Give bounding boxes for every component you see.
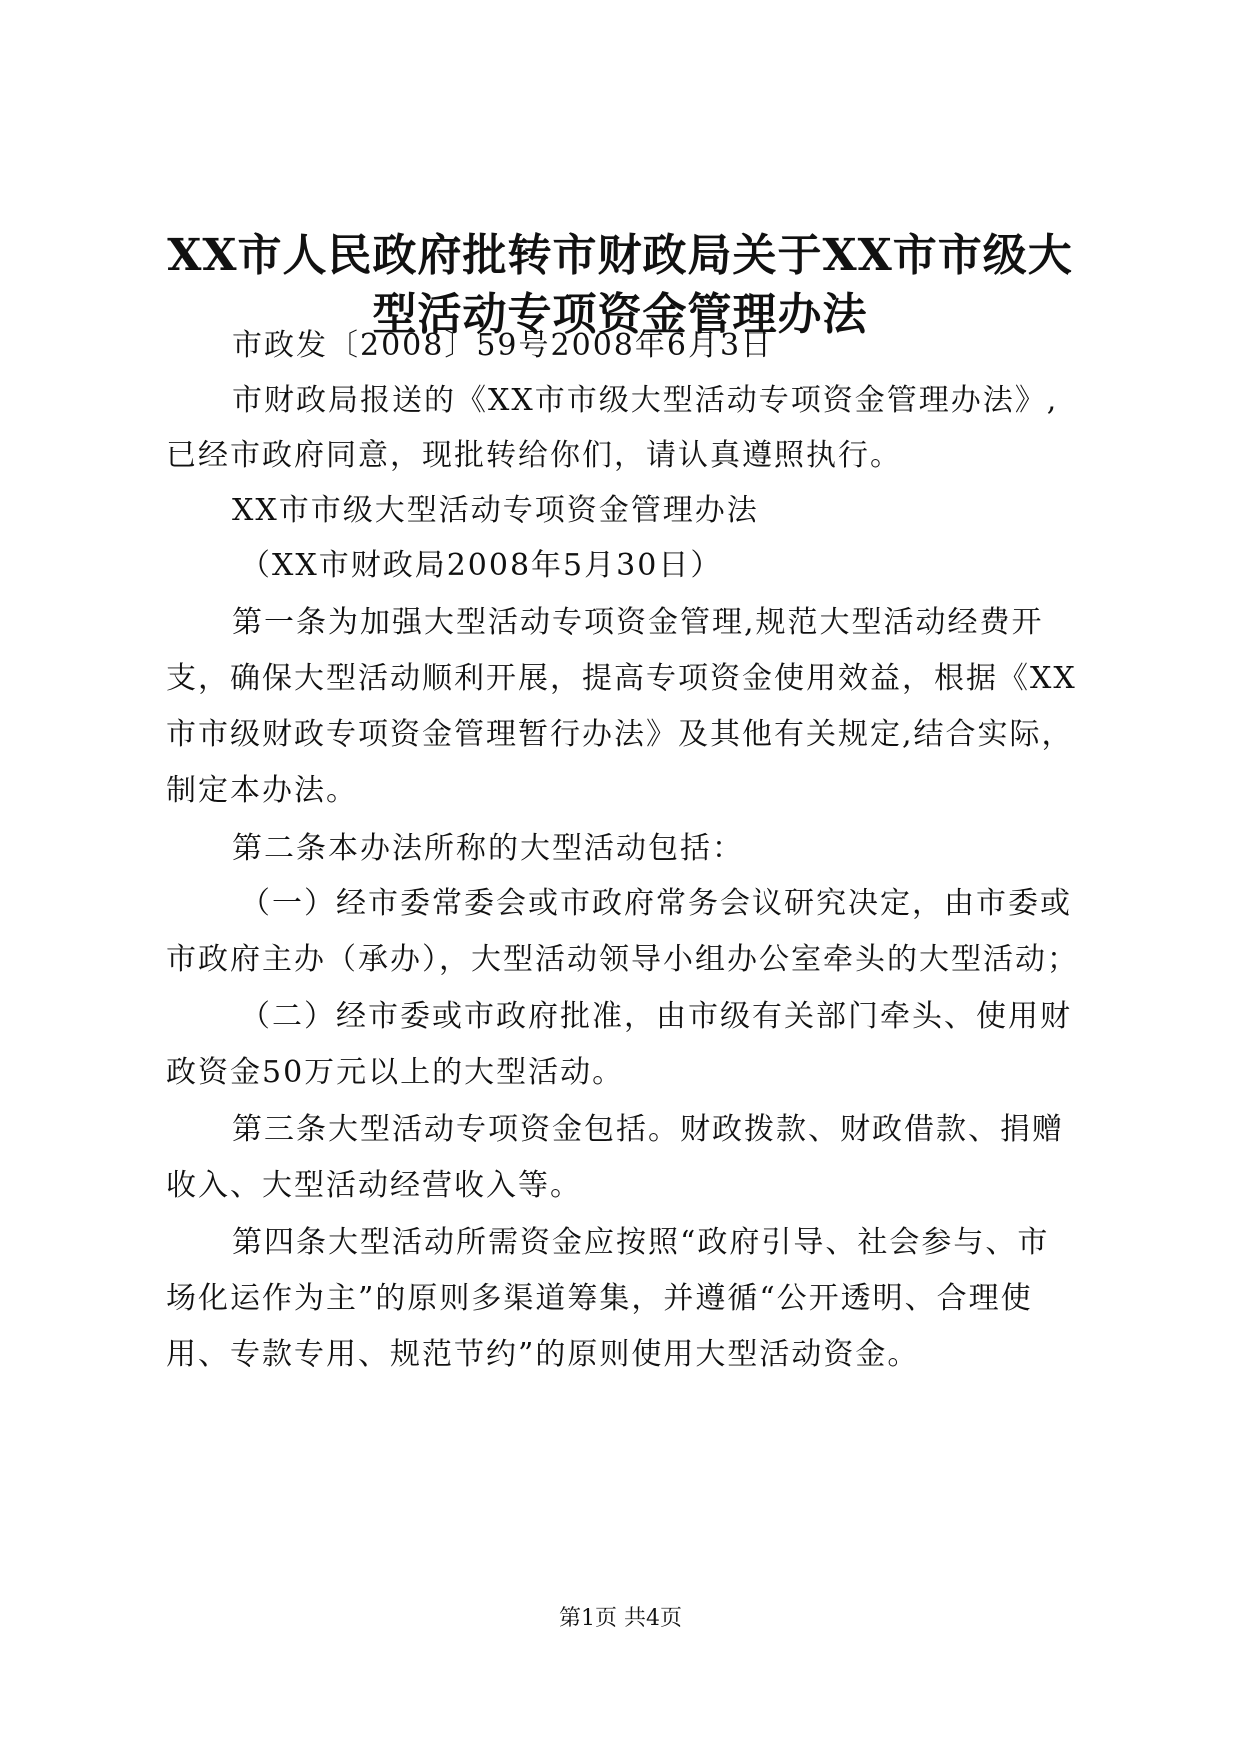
paragraph-line: 已经市政府同意，现批转给你们，请认真遵照执行。 (166, 438, 902, 473)
paragraph-line: 场化运作为主”的原则多渠道筹集，并遵循“公开透明、合理使 (166, 1281, 1033, 1316)
paragraph-line: 政资金50万元以上的大型活动。 (166, 1055, 625, 1090)
paragraph-line: 制定本办法。 (166, 773, 358, 808)
paragraph-line: 市市级财政专项资金管理暂行办法》及其他有关规定,结合实际， (166, 717, 1074, 752)
paragraph-line: 市财政局报送的《XX市市级大型活动专项资金管理办法》, (232, 383, 1059, 418)
paragraph-line: （一）经市委常委会或市政府常务会议研究决定，由市委或 (240, 886, 1072, 921)
paragraph-line: 支，确保大型活动顺利开展，提高专项资金使用效益，根据《XX (166, 661, 1077, 696)
subtitle-line: XX市市级大型活动专项资金管理办法 (232, 493, 759, 528)
paragraph-line: 用、专款专用、规范节约”的原则使用大型活动资金。 (166, 1337, 920, 1372)
paragraph-line: 第二条本办法所称的大型活动包括： (232, 831, 744, 866)
issue-number-line: 市政发〔2008〕59号2008年6月3日 (232, 328, 774, 363)
paragraph-line: 第一条为加强大型活动专项资金管理,规范大型活动经费开 (232, 605, 1044, 640)
subtitle-date-line: （XX市财政局2008年5月30日） (240, 548, 723, 583)
document-title-line-2: 型活动专项资金管理办法 (372, 289, 868, 340)
paragraph-line: 第三条大型活动专项资金包括。财政拨款、财政借款、捐赠 (232, 1112, 1064, 1147)
document-title-line-1: XX市人民政府批转市财政局关于XX市市级大 (167, 230, 1073, 281)
paragraph-line: 市政府主办（承办），大型活动领导小组办公室牵头的大型活动； (166, 942, 1079, 977)
paragraph-line: 第四条大型活动所需资金应按照“政府引导、社会参与、市 (232, 1225, 1050, 1260)
paragraph-line: （二）经市委或市政府批准，由市级有关部门牵头、使用财 (240, 999, 1072, 1034)
paragraph-line: 收入、大型活动经营收入等。 (166, 1168, 582, 1203)
page-number-footer: 第1页 共4页 (559, 1606, 682, 1631)
